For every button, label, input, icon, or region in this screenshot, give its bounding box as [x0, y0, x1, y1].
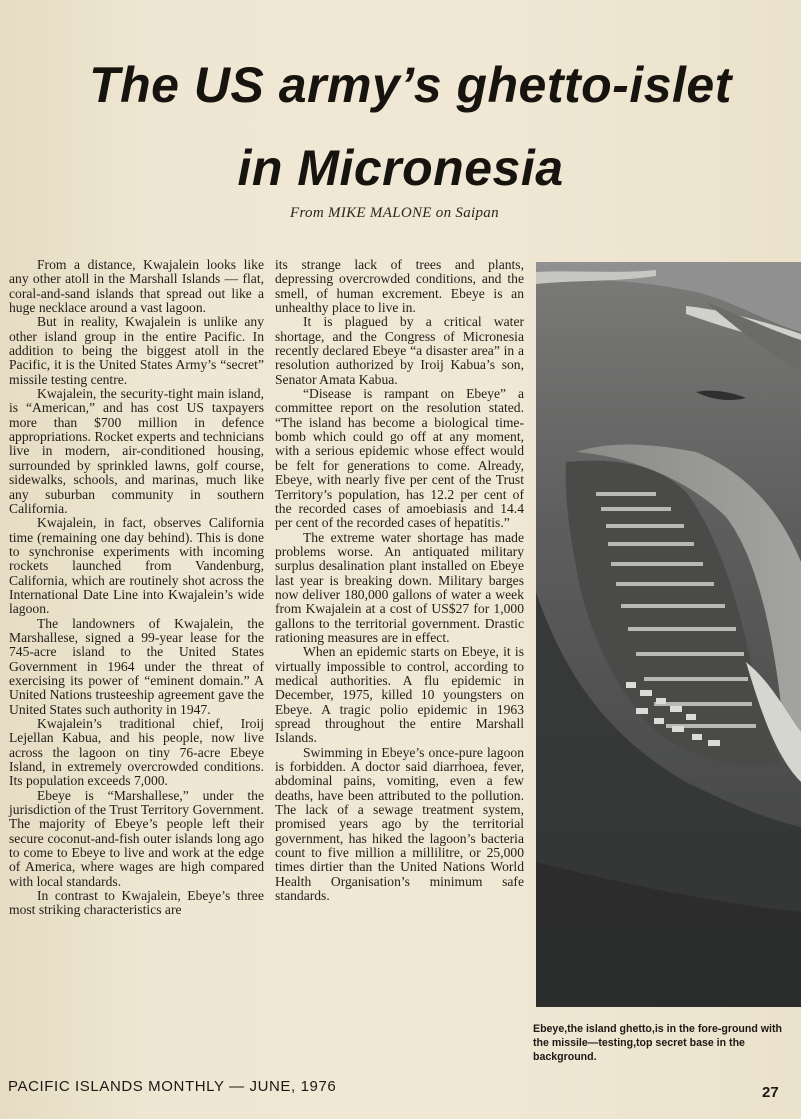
paragraph: But in reality, Kwajalein is unlike any other island group in the entire Pacific. In addition to being the biggest atoll in the Pacific, it is the United States Army’s “secret” missile testing centre.	[9, 314, 264, 387]
paragraph: Kwajalein’s traditional chief, Iroij Lejellan Kabua, and his people, now live across the lagoon on tiny 76-acre Ebeye Island, in extremely overcrowded conditions. Its population exceeds 7,000.	[9, 716, 264, 789]
paragraph: Ebeye is “Marshallese,” under the jurisdiction of the Trust Territory Government. The majority of Ebeye’s people left their secure coconut-and-fish outer islands long ago to come to Ebeye to live and work at the edge of America, where wages are high compared with local standards.	[9, 787, 264, 889]
article-column-1	[9, 258, 264, 918]
paragraph: Kwajalein, in fact, observes California time (remaining one day behind). This is done to synchronise experiments with incoming rockets launched from Vandenburg, California, which are routinely shot across the International Date Line into Kwajalein’s wide lagoon.	[9, 515, 264, 617]
paragraph-continued: its strange lack of trees and plants, depressing overcrowded conditions, and the smell, of human excrement. Ebeye is an unhealthy place to live in.	[275, 257, 524, 316]
page-number: 27	[762, 1084, 779, 1101]
photo-caption: Ebeye,the island ghetto,is in the fore-ground with the missile—testing,top secret base in the background.	[533, 1023, 782, 1063]
paragraph: The landowners of Kwajalein, the Marshallese, signed a 99-year lease for the 745-acre island to the United States Government in 1964 under the threat of exercising its power of “eminent domain.” A United Nations trusteeship agreement gave the United States such authority in 1947.	[9, 615, 264, 717]
publication-footer: PACIFIC ISLANDS MONTHLY — JUNE, 1976	[8, 1078, 337, 1095]
headline-line-2: in Micronesia	[237, 140, 564, 196]
headline-line-1: The US army’s ghetto-islet	[89, 57, 732, 113]
paragraph: In contrast to Kwajalein, Ebeye’s three most striking characteristics are	[9, 888, 264, 918]
paragraph: “Disease is rampant on Ebeye” a committee report on the resolution stated. “The island has become a biological time-bomb which could go off at any moment, with a serious epidemic whose effect would be felt for generations to come. Already, Ebeye, with nearly five per cent of the Trust Territory’s population, has 12.2 per cent of the recorded cases of amoebiasis and 14.4 per cent of the recorded cases of hepatitis.”	[275, 386, 524, 531]
paragraph: The extreme water shortage has made problems worse. An antiquated military surplus desalination plant installed on Ebeye last year is breaking down. Military barges now deliver 180,000 gallons of water a week from Kwajalein at a cost of US$27 for 1,000 gallons to the territorial government. Drastic rationing measures are in effect.	[275, 529, 524, 645]
aerial-photo-ebeye	[536, 262, 801, 1007]
paragraph: From a distance, Kwajalein looks like any other atoll in the Marshall Islands — flat, coral-and-sand islands that spread out like a huge necklace around a vast lagoon.	[9, 257, 264, 316]
article-column-2	[275, 258, 524, 903]
byline: From MIKE MALONE on Saipan	[290, 205, 499, 221]
paragraph: Kwajalein, the security-tight main island, is “American,” and has cost US taxpayers more than $700 million in defence appropriations. Rocket experts and technicians live in modern, air-conditioned housing, surrounded by sprinkled lawns, golf course, sidewalks, schools, and marinas, much like any suburban community in southern California.	[9, 386, 264, 516]
paragraph: It is plagued by a critical water shortage, and the Congress of Micronesia recently declared Ebeye “a disaster area” in a resolution authorized by Iroij Kabua’s son, Senator Amata Kabua.	[275, 314, 524, 387]
paragraph: Swimming in Ebeye’s once-pure lagoon is forbidden. A doctor said diarrhoea, fever, abdominal pains, vomiting, even a few deaths, have been attributed to the pollution. The lack of a sewage treatment system, promised years ago by the territorial government, has hiked the lagoon’s bacteria count to five million a millilitre, or 25,000 times dirtier than the United Nations World Health Organisation’s minimum safe standards.	[275, 744, 524, 904]
paragraph: When an epidemic starts on Ebeye, it is virtually impossible to control, according to medical authorities. A flu epidemic in December, 1975, killed 10 youngsters on Ebeye. A tragic polio epidemic in 1963 spread throughout the entire Marshall Islands.	[275, 644, 524, 746]
